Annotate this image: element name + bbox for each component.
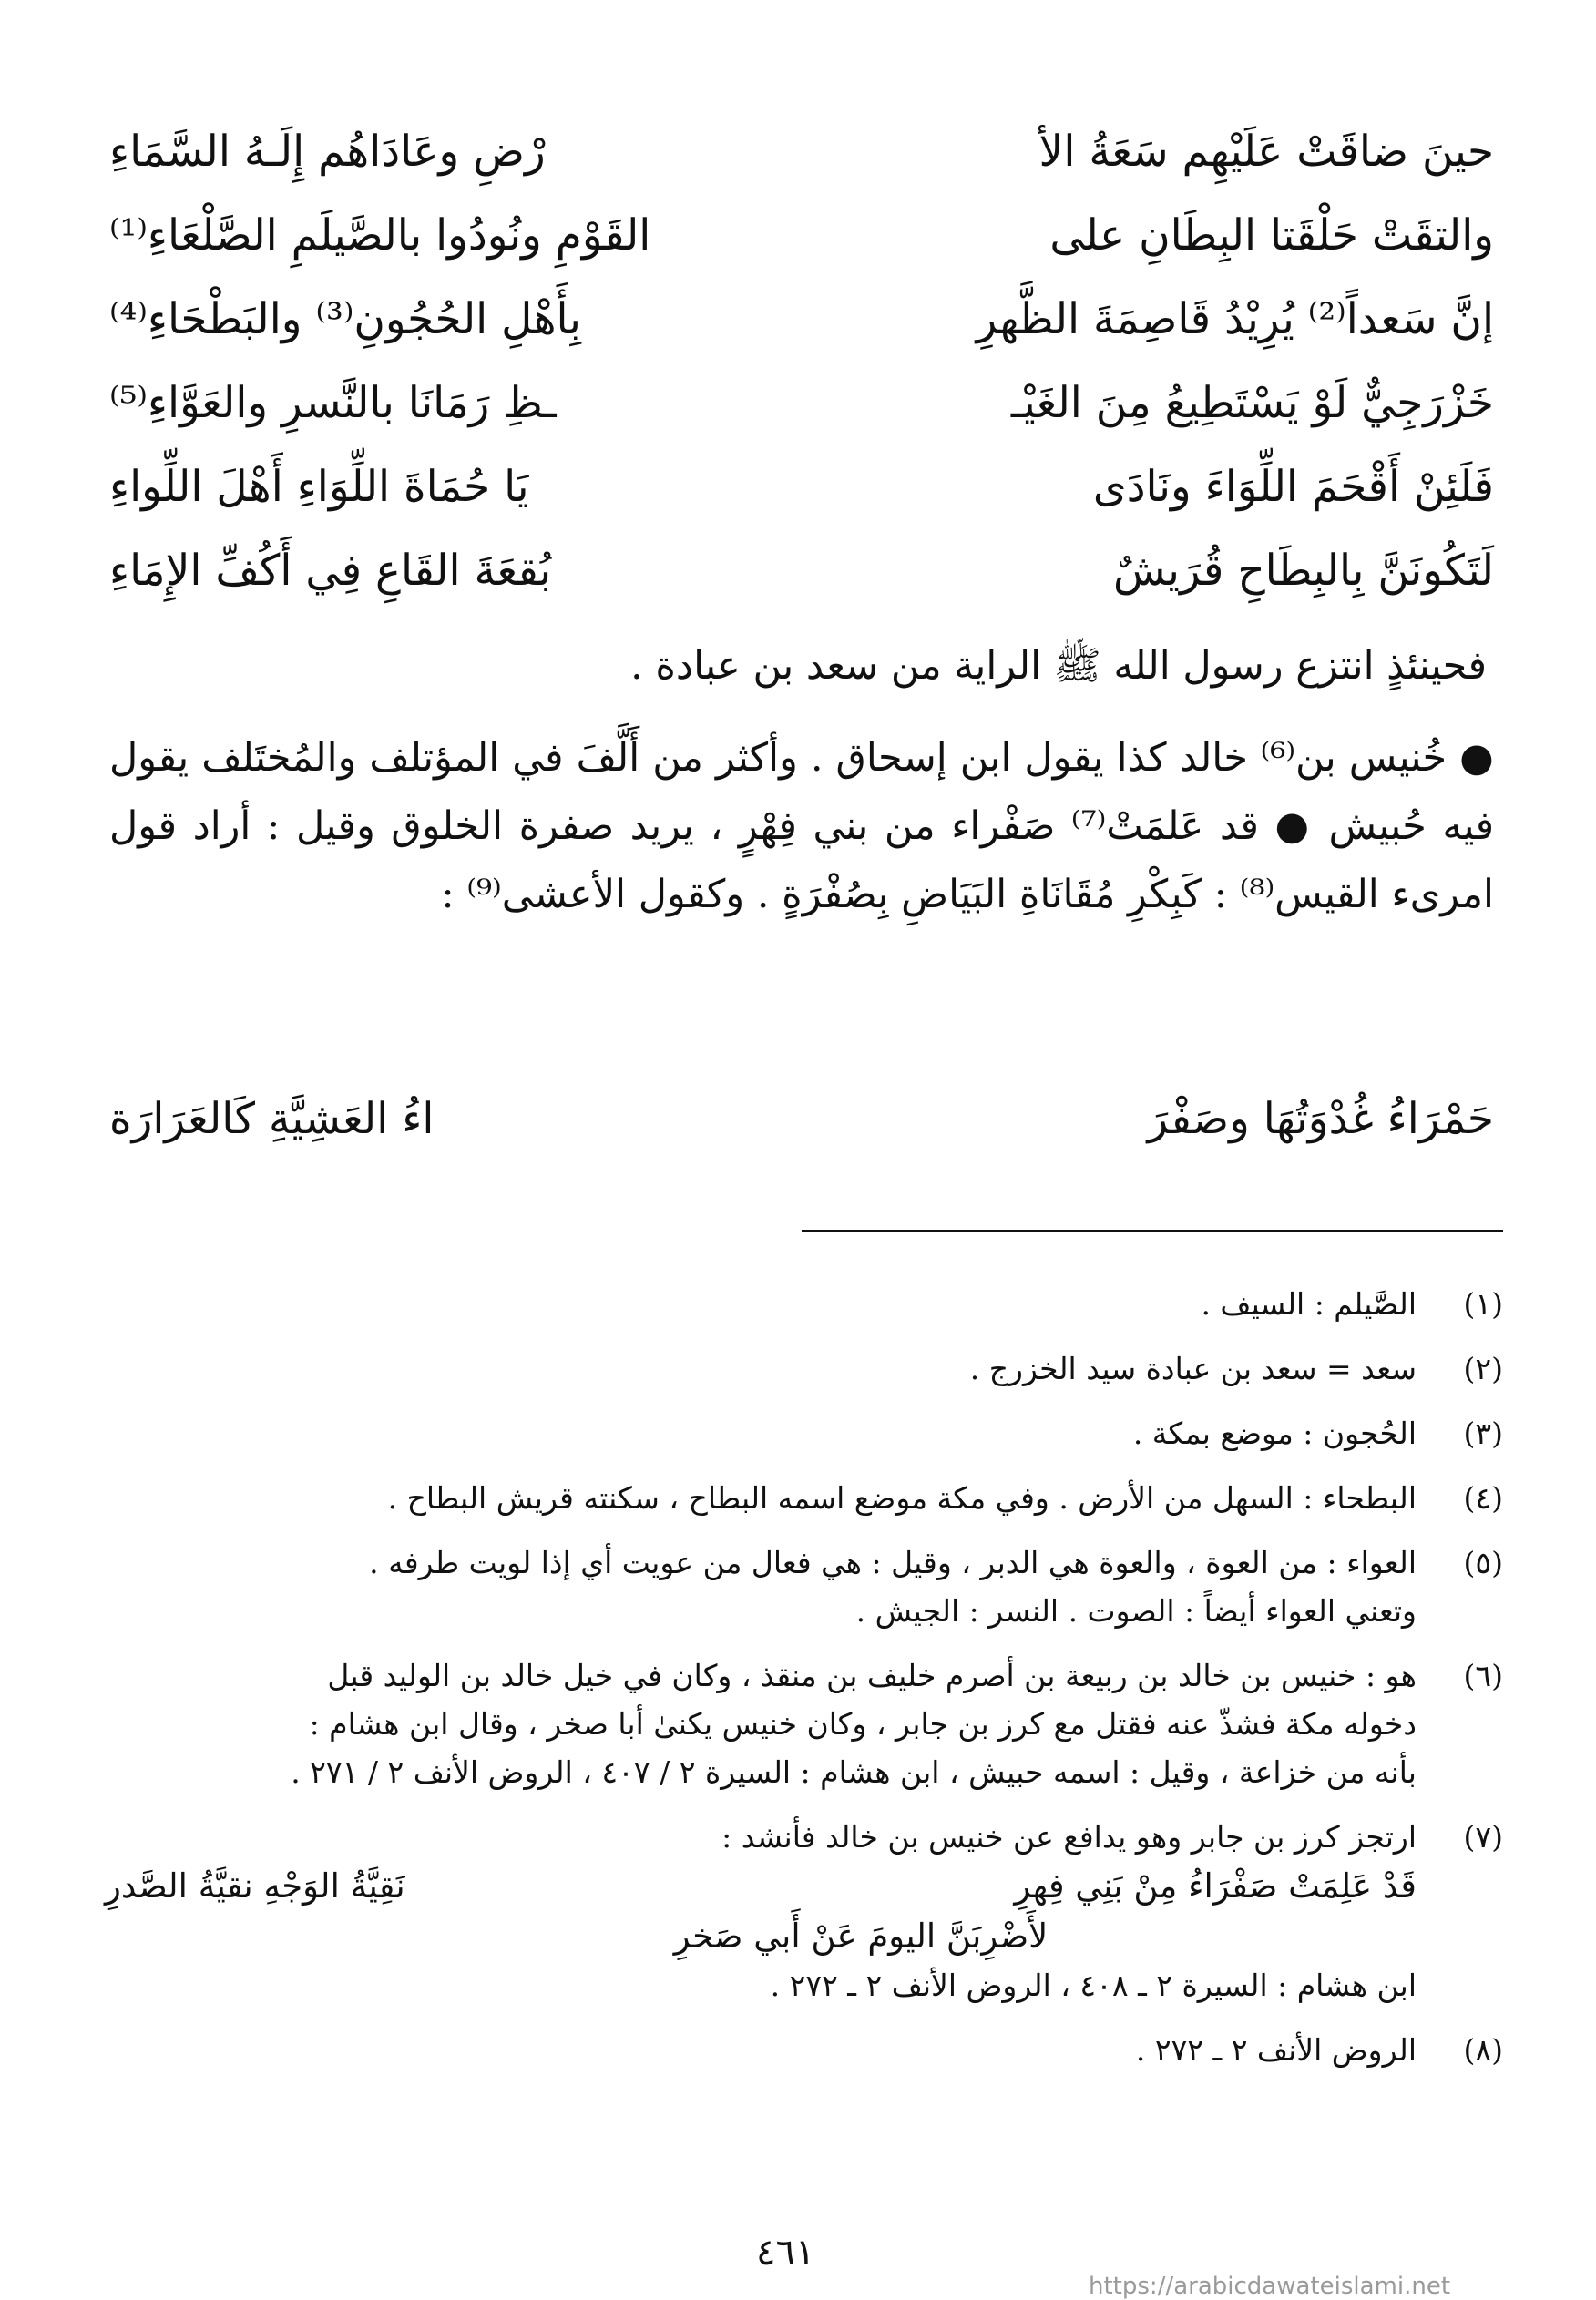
footnote-text: الروض الأنف ٢ ـ ٢٧٢ . bbox=[1135, 2032, 1417, 2068]
footnote-text: بأنه من خزاعة ، وقيل : اسمه حبيش ، ابن هشام : السيرة ٢ / ٤٠٧ ، الروض الأنف ٢ / ٢٧١ . bbox=[291, 1754, 1417, 1790]
footnote-verse bbox=[105, 1861, 1417, 1911]
footnote-text: ارتجز كرز بن جابر وهو يدافع عن خنيس بن خالد فأنشد : bbox=[721, 1819, 1417, 1855]
verse-second-hemistich: بِأَهْلِ الحُجُونِ⁽³⁾ والبَطْحَاءِ⁽⁴⁾ bbox=[109, 293, 581, 344]
footnote-text: دخوله مكة فشذّ عنه فقتل مع كرز بن جابر ، وكان خنيس يكنىٰ أبا صخر ، وقال ابن هشام : bbox=[309, 1706, 1417, 1742]
footnote bbox=[105, 1813, 1503, 2009]
footnote-text: وتعني العواء أيضاً : الصوت . النسر : الجيش . bbox=[855, 1593, 1417, 1629]
footnotes bbox=[105, 1280, 1503, 2090]
verse-first-hemistich: حَمْرَاءُ غُدْوَتُهَا وصَفْرَ bbox=[1147, 1094, 1494, 1144]
prose-paragraph: ● خُنيس بن⁽⁶⁾ خالد كذا يقول ابن إسحاق . وأكثر من أَلَّفَ في المؤتلف والمُختَلف يقول فيه حُبيش ● قد عَلمَتْ⁽⁷⁾ صَفْراء من بني فِهْرٍ ، يريد صفرة الخلوق وقيل : أراد قول امرىء القيس⁽⁸⁾ : كَبِكْرِ مُقَانَاةِ البَيَاضِ بِصُفْرَةٍ . وكقول الأعشى⁽⁹⁾ : bbox=[109, 735, 1494, 917]
verse-first-hemistich: قَدْ عَلِمَتْ صَفْرَاءُ مِنْ بَنِي فِهرِ bbox=[1014, 1866, 1417, 1906]
footnote-number: (١) bbox=[1463, 1286, 1503, 1322]
verse-second-hemistich: اءُ العَشِيَّةِ كَالعَرَارَة bbox=[109, 1094, 435, 1144]
footnote-separator bbox=[802, 1230, 1503, 1232]
footnote-text: البطحاء : السهل من الأرض . وفي مكة موضع اسمه البطاح ، سكنته قريش البطاح . bbox=[387, 1480, 1417, 1516]
watermark-url: https://arabicdawateislami.net bbox=[1089, 2273, 1451, 2300]
verse-first-hemistich: لَتَكُونَنَّ بِالبِطَاحِ قُرَيشٌ bbox=[1113, 545, 1494, 596]
footnote-number: (٥) bbox=[1463, 1545, 1503, 1580]
footnote-number: (٦) bbox=[1463, 1658, 1503, 1693]
footnote-number: (٢) bbox=[1463, 1351, 1503, 1386]
footnote-text: سعد = سعد بن عبادة سيد الخزرج . bbox=[969, 1351, 1417, 1386]
verse-line bbox=[109, 528, 1494, 612]
footnote-number: (٨) bbox=[1463, 2032, 1503, 2068]
verse-first-hemistich: فَلَئِنْ أَقْحَمَ اللِّوَاءَ ونَادَى bbox=[1092, 461, 1494, 512]
verse-line bbox=[109, 1094, 1494, 1144]
footnote bbox=[105, 1538, 1503, 1635]
verse-first-hemistich: حينَ ضاقَتْ عَلَيْهِم سَعَةُ الأ bbox=[1038, 126, 1494, 177]
footnote-text: ابن هشام : السيرة ٢ ـ ٤٠٨ ، الروض الأنف ٢ ـ ٢٧٢ . bbox=[770, 1968, 1417, 2003]
footnote-number: (٤) bbox=[1463, 1480, 1503, 1516]
verse-second-hemistich: نَقِيَّةُ الوَجْهِ نقيَّةُ الصَّدرِ bbox=[105, 1866, 405, 1906]
footnote-verse: لأَضْرِبَنَّ اليومَ عَنْ أَبي صَخرِ bbox=[673, 1917, 1049, 1956]
footnote-number: (٣) bbox=[1463, 1416, 1503, 1451]
verse-line bbox=[109, 277, 1494, 361]
footnote bbox=[105, 1474, 1503, 1522]
verse-second-hemistich: ـظِ رَمَانَا بالنَّسرِ والعَوَّاءِ⁽⁵⁾ bbox=[109, 377, 557, 428]
footnote-text: الصَّيلم : السيف . bbox=[1201, 1286, 1417, 1322]
verse-second-hemistich: القَوْمِ ونُودُوا بالصَّيلَمِ الصَّلْعَاءِ⁽¹⁾ bbox=[109, 210, 651, 261]
verse-second-hemistich: بُقعَةَ القَاعِ فِي أَكُفِّ الإِمَاءِ bbox=[109, 545, 552, 596]
verse-first-hemistich: إنَّ سَعداً⁽²⁾ يُرِيْدُ قَاصِمَةَ الظَّهرِ bbox=[976, 293, 1494, 344]
footnote-text: الحُجون : موضع بمكة . bbox=[1132, 1416, 1417, 1451]
verse-first-hemistich: خَزْرَجِيٌّ لَوْ يَسْتَطِيعُ مِنَ الغَيْـ bbox=[1010, 377, 1494, 428]
page-number: ٤٦١ bbox=[756, 2232, 815, 2274]
footnote bbox=[105, 2026, 1503, 2074]
verse-first-hemistich: والتقَتْ حَلْقَتا البِطَانِ على bbox=[1049, 210, 1494, 261]
footnote bbox=[105, 1280, 1503, 1328]
poem-block bbox=[109, 109, 1494, 612]
footnote-text: هو : خنيس بن خالد بن ربيعة بن أصرم خليف بن منقذ ، وكان في خيل خالد بن الوليد قبل bbox=[327, 1658, 1417, 1693]
verse-line bbox=[109, 445, 1494, 528]
verse-line bbox=[109, 193, 1494, 277]
footnote-text: العواء : من العوة ، والعوة هي الدبر ، وقيل : هي فعال من عويت أي إذا لويت طرفه . bbox=[369, 1545, 1417, 1580]
footnote bbox=[105, 1651, 1503, 1796]
footnote-number: (٧) bbox=[1463, 1819, 1503, 1855]
prose-line: فحينئذٍ انتزع رسول الله ﷺ الراية من سعد بن عبادة . bbox=[630, 643, 1487, 689]
footnote bbox=[105, 1409, 1503, 1457]
verse-line bbox=[109, 361, 1494, 445]
footnote bbox=[105, 1344, 1503, 1393]
verse-second-hemistich: رْضِ وعَادَاهُم إِلَـهُ السَّمَاءِ bbox=[109, 126, 546, 177]
verse-line bbox=[109, 109, 1494, 193]
verse-second-hemistich: يَا حُمَاةَ اللِّوَاءِ أَهْلَ اللِّواءِ bbox=[109, 461, 529, 512]
